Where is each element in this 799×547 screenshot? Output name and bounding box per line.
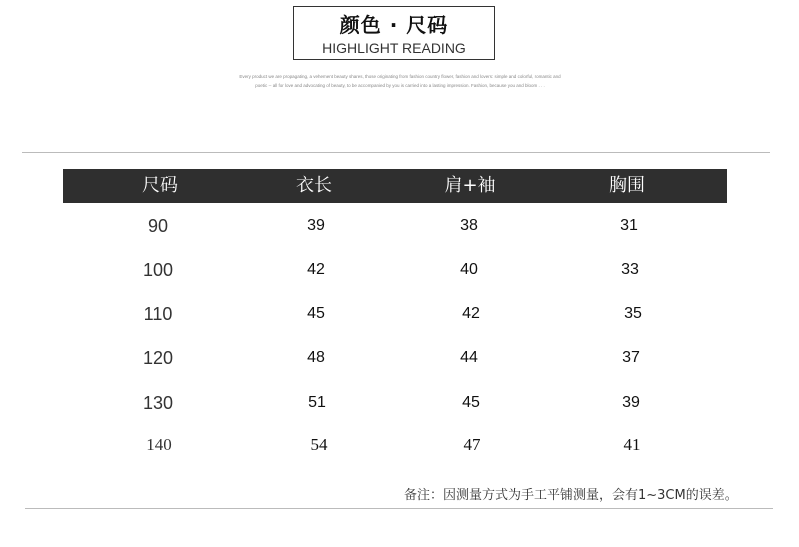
cell-size: 120 (142, 348, 174, 368)
cell-length: 54 (310, 435, 328, 454)
cell-length: 45 (307, 305, 325, 322)
table-row (0, 430, 799, 460)
cell-chest: 35 (624, 305, 642, 322)
cell-length: 39 (307, 217, 325, 234)
cell-shoulder-sleeve: 45 (462, 394, 480, 411)
cell-chest: 31 (620, 217, 638, 234)
cell-shoulder-sleeve: 47 (463, 435, 481, 454)
table-row (0, 211, 799, 241)
table-row (0, 299, 799, 329)
measurement-note: 备注：因测量方式为手工平铺测量，会有1~3CM的误差。 (404, 488, 738, 503)
header-chest: 胸围 (609, 175, 645, 196)
cell-size: 90 (147, 216, 169, 236)
size-table-header (63, 169, 727, 203)
table-row (0, 388, 799, 418)
section-title-cn: 颜色 · 尺码 (339, 13, 449, 37)
header-length: 衣长 (296, 175, 332, 196)
table-row (0, 343, 799, 373)
table-row (0, 255, 799, 285)
cell-length: 48 (307, 349, 325, 366)
bottom-divider (25, 508, 773, 509)
header-size: 尺码 (142, 175, 178, 196)
cell-length: 51 (308, 394, 326, 411)
blurb-line-1: Every product we are propagating, a vehement beauty shares, those originating from fashion country flower, fashion and lovers: simple and colorful, romantic and (239, 74, 561, 79)
blurb-line-2: poetic -- all for love and advocating of beauty, to be accompanied by you is carried into a lasting impression. Fashion, because you and bloom . . . (255, 83, 545, 88)
cell-size: 100 (142, 260, 174, 280)
section-title-en: HIGHLIGHT READING (322, 40, 466, 56)
cell-size: 110 (143, 304, 173, 324)
cell-shoulder-sleeve: 38 (460, 217, 478, 234)
cell-shoulder-sleeve: 42 (462, 305, 480, 322)
cell-chest: 39 (622, 394, 640, 411)
header-shoulder-sleeve: 肩+袖 (444, 175, 496, 196)
section-title-box (293, 6, 495, 60)
cell-size: 130 (142, 393, 174, 413)
cell-chest: 37 (622, 349, 640, 366)
cell-chest: 41 (623, 435, 641, 454)
top-divider (22, 152, 770, 153)
cell-size: 140 (146, 435, 172, 454)
cell-chest: 33 (621, 261, 639, 278)
cell-shoulder-sleeve: 40 (460, 261, 478, 278)
cell-shoulder-sleeve: 44 (460, 349, 478, 366)
cell-length: 42 (307, 261, 325, 278)
